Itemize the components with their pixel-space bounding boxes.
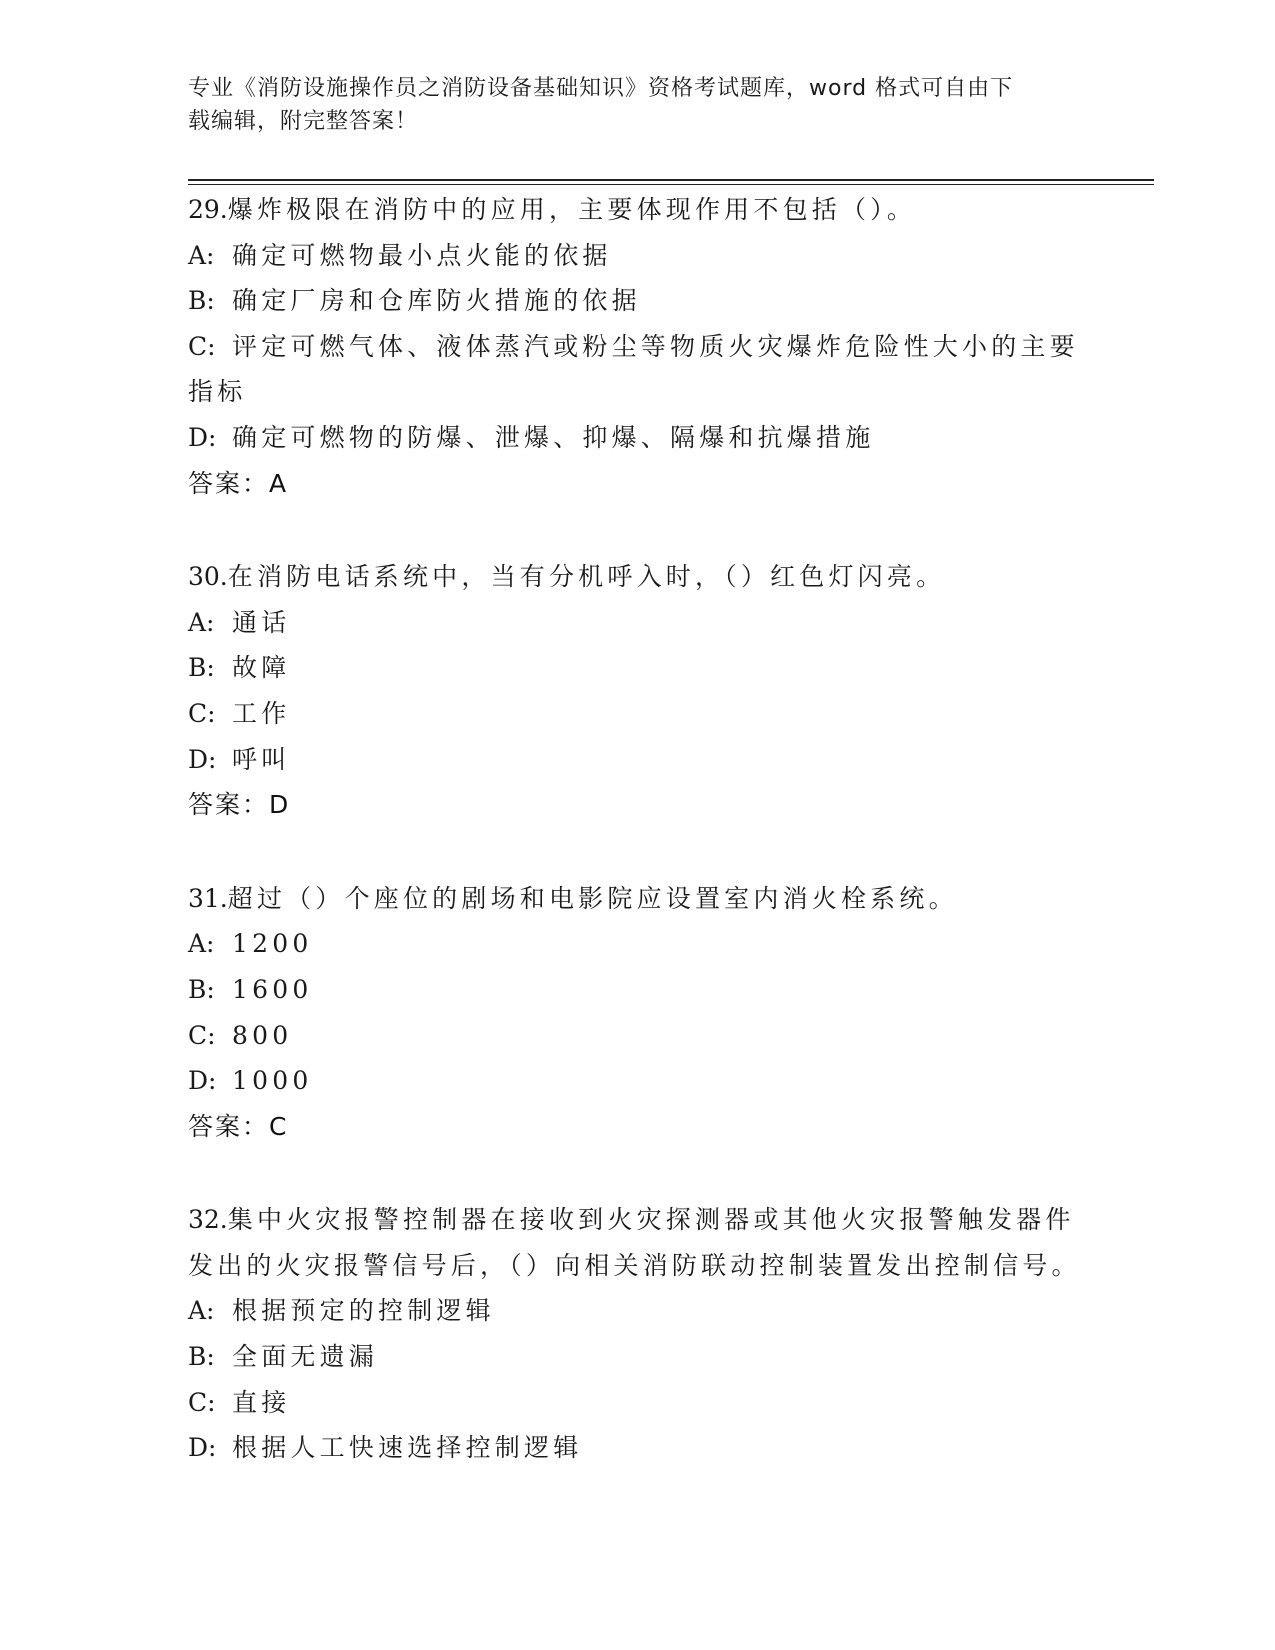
header-line-2: 载编辑，附完整答案！: [188, 109, 419, 134]
question-text: 超过（）个座位的剧场和电影院应设置室内消火栓系统。: [227, 883, 958, 913]
option-text: 工作: [232, 698, 291, 728]
option-text: 1600: [232, 974, 313, 1004]
answer-label: 答案：: [188, 468, 270, 498]
question-stem: [188, 187, 1088, 233]
question-list: [188, 187, 1088, 1519]
option-key: A:: [188, 607, 215, 637]
option-b: [188, 1334, 1088, 1380]
answer-line: [188, 461, 1088, 507]
option-text: 确定厂房和仓库防火措施的依据: [232, 286, 641, 316]
option-key: A:: [188, 1296, 215, 1326]
answer-value: C: [269, 1111, 287, 1141]
answer-value: D: [269, 790, 289, 820]
option-key: B:: [188, 286, 215, 316]
question-32: [188, 1197, 1088, 1471]
question-number: 32.: [188, 1205, 228, 1235]
option-c: [188, 1013, 1088, 1059]
option-key: A:: [188, 929, 215, 959]
question-stem: [188, 554, 1088, 600]
option-text: 根据预定的控制逻辑: [232, 1296, 495, 1326]
option-key: C:: [188, 1020, 216, 1050]
option-d: [188, 1058, 1088, 1104]
option-text: 直接: [232, 1387, 291, 1417]
option-d: [188, 1425, 1088, 1471]
header-rule-thick: [188, 179, 1154, 181]
option-c: [188, 1380, 1088, 1426]
question-number: 29.: [188, 195, 228, 224]
option-key: B:: [188, 974, 215, 1004]
option-text: 1200: [232, 929, 313, 959]
header-rule-thin: [188, 184, 1154, 185]
option-key: D:: [188, 1433, 217, 1463]
option-text: 确定可燃物的防爆、泄爆、抑爆、隔爆和抗爆措施: [232, 422, 875, 452]
answer-label: 答案：: [188, 1111, 270, 1141]
question-29: [188, 187, 1088, 506]
option-key: C:: [188, 1387, 216, 1417]
option-d: [188, 415, 1088, 461]
option-text: 根据人工快速选择控制逻辑: [232, 1433, 583, 1463]
option-key: B:: [188, 1342, 215, 1372]
option-c: [188, 324, 1088, 415]
option-text: 800: [232, 1020, 293, 1050]
option-key: D:: [188, 744, 217, 774]
document-header: [188, 72, 1068, 138]
option-d: [188, 737, 1088, 783]
option-key: B:: [188, 653, 215, 683]
question-text: 爆炸极限在消防中的应用，主要体现作用不包括（）。: [227, 195, 917, 224]
question-30: [188, 554, 1088, 828]
question-31: [188, 876, 1088, 1150]
answer-line: [188, 1104, 1088, 1150]
option-key: D:: [188, 1066, 217, 1096]
option-key: C:: [188, 698, 216, 728]
answer-value: A: [269, 468, 287, 498]
option-key: C:: [188, 331, 216, 361]
option-text: 确定可燃物最小点火能的依据: [232, 240, 612, 270]
option-c: [188, 691, 1088, 737]
option-text: 评定可燃气体、液体蒸汽或粉尘等物质火灾爆炸危险性大小的主要指标: [188, 331, 1079, 407]
option-a: [188, 233, 1088, 279]
option-b: [188, 645, 1088, 691]
option-a: [188, 921, 1088, 967]
header-line-1: 专业《消防设施操作员之消防设备基础知识》资格考试题库，word 格式可自由下: [188, 76, 1014, 101]
question-stem: [188, 876, 1088, 922]
question-number: 31.: [188, 883, 228, 913]
option-text: 通话: [232, 607, 291, 637]
option-text: 呼叫: [232, 744, 291, 774]
question-text: 在消防电话系统中，当有分机呼入时，（）红色灯闪亮。: [227, 562, 946, 592]
option-text: 故障: [232, 653, 291, 683]
option-key: D:: [188, 422, 217, 452]
option-b: [188, 967, 1088, 1013]
answer-label: 答案：: [188, 790, 270, 820]
question-text: 集中火灾报警控制器在接收到火灾探测器或其他火灾报警触发器件发出的火灾报警信号后，（）向相关消防联动控制装置发出控制信号。: [188, 1205, 1081, 1280]
option-b: [188, 278, 1088, 324]
option-key: A:: [188, 240, 215, 270]
answer-line: [188, 782, 1088, 828]
option-text: 全面无遗漏: [232, 1342, 379, 1372]
option-text: 1000: [232, 1066, 313, 1096]
option-a: [188, 1288, 1088, 1334]
question-stem: [188, 1197, 1088, 1288]
option-a: [188, 600, 1088, 646]
question-number: 30.: [188, 562, 228, 592]
